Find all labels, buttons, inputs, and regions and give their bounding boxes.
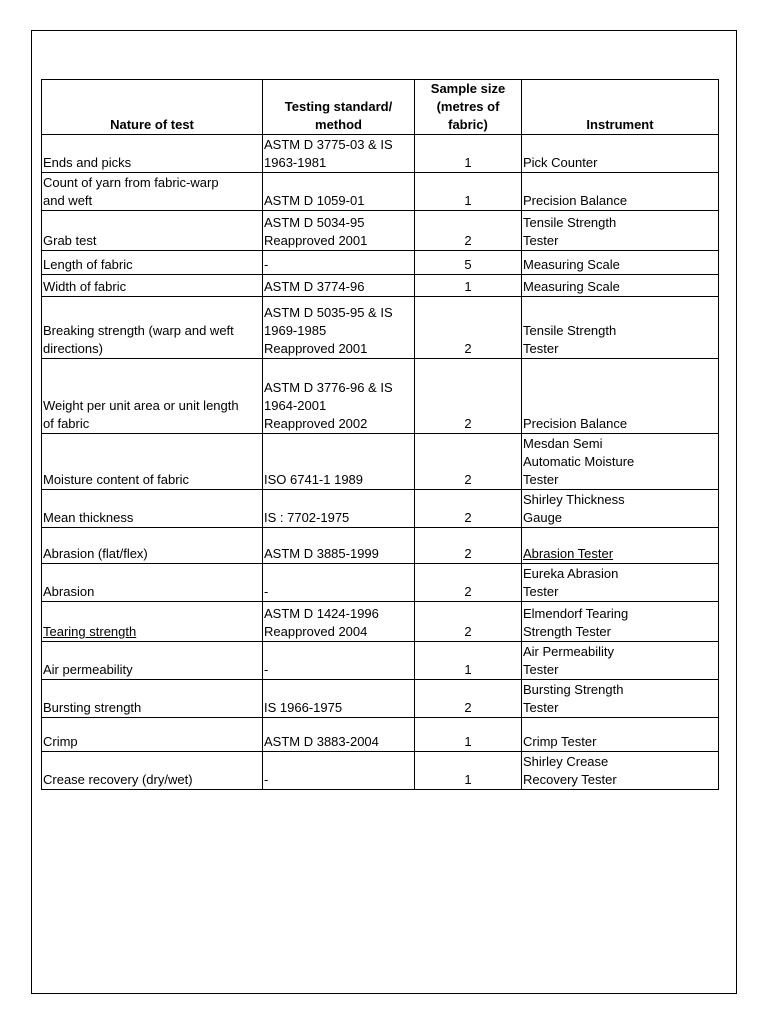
table-row — [42, 602, 719, 642]
cell-standard: - — [263, 564, 415, 602]
cell-nature: Abrasion (flat/flex) — [42, 528, 263, 564]
table-row — [42, 752, 719, 790]
cell-standard: ASTM D 3774-96 — [263, 275, 415, 297]
cell-instrument: Air Permeability Tester — [522, 642, 719, 680]
table-row — [42, 642, 719, 680]
cell-standard: - — [263, 642, 415, 680]
cell-standard: ASTM D 1059-01 — [263, 173, 415, 211]
table-row — [42, 297, 719, 359]
cell-standard: IS 1966-1975 — [263, 680, 415, 718]
cell-instrument: Elmendorf Tearing Strength Tester — [522, 602, 719, 642]
cell-instrument: Precision Balance — [522, 359, 719, 434]
cell-sample: 2 — [415, 490, 522, 528]
cell-standard: - — [263, 752, 415, 790]
table-row — [42, 275, 719, 297]
cell-instrument: Mesdan Semi Automatic Moisture Tester — [522, 434, 719, 490]
cell-sample: 2 — [415, 528, 522, 564]
header-standard: Testing standard/ method — [263, 80, 415, 135]
table-row — [42, 135, 719, 173]
cell-nature: Grab test — [42, 211, 263, 251]
cell-standard: ASTM D 5035-95 & IS 1969-1985 Reapproved 2001 — [263, 297, 415, 359]
cell-instrument: Measuring Scale — [522, 275, 719, 297]
cell-standard: ASTM D 3775-03 & IS 1963-1981 — [263, 135, 415, 173]
test-table — [41, 79, 719, 790]
table-row — [42, 434, 719, 490]
cell-sample: 1 — [415, 752, 522, 790]
cell-nature: Bursting strength — [42, 680, 263, 718]
cell-instrument: Shirley Thickness Gauge — [522, 490, 719, 528]
cell-instrument: Pick Counter — [522, 135, 719, 173]
cell-standard: IS : 7702-1975 — [263, 490, 415, 528]
cell-sample: 2 — [415, 359, 522, 434]
cell-sample: 2 — [415, 680, 522, 718]
table-row — [42, 564, 719, 602]
cell-nature: Mean thickness — [42, 490, 263, 528]
cell-sample: 2 — [415, 297, 522, 359]
cell-instrument: Abrasion Tester — [522, 528, 719, 564]
header-instrument: Instrument — [522, 80, 719, 135]
cell-standard: ASTM D 3883-2004 — [263, 718, 415, 752]
cell-nature: Crimp — [42, 718, 263, 752]
cell-nature: Moisture content of fabric — [42, 434, 263, 490]
cell-instrument: Crimp Tester — [522, 718, 719, 752]
header-sample: Sample size (metres of fabric) — [415, 80, 522, 135]
cell-nature: Ends and picks — [42, 135, 263, 173]
cell-nature: Abrasion — [42, 564, 263, 602]
cell-standard: ASTM D 3776-96 & IS 1964-2001 Reapproved 2002 — [263, 359, 415, 434]
header-nature: Nature of test — [42, 80, 263, 135]
table-row — [42, 528, 719, 564]
cell-instrument: Precision Balance — [522, 173, 719, 211]
cell-sample: 5 — [415, 251, 522, 275]
cell-sample: 1 — [415, 275, 522, 297]
cell-standard: ASTM D 3885-1999 — [263, 528, 415, 564]
cell-nature: Crease recovery (dry/wet) — [42, 752, 263, 790]
table-row — [42, 718, 719, 752]
cell-sample: 2 — [415, 564, 522, 602]
cell-sample: 1 — [415, 718, 522, 752]
cell-standard: ISO 6741-1 1989 — [263, 434, 415, 490]
cell-instrument: Tensile Strength Tester — [522, 211, 719, 251]
table-row — [42, 173, 719, 211]
table-row — [42, 490, 719, 528]
cell-sample: 1 — [415, 642, 522, 680]
cell-nature: Length of fabric — [42, 251, 263, 275]
table-row — [42, 680, 719, 718]
cell-nature: Breaking strength (warp and weft directions) — [42, 297, 263, 359]
cell-instrument: Measuring Scale — [522, 251, 719, 275]
cell-instrument: Shirley Crease Recovery Tester — [522, 752, 719, 790]
cell-sample: 2 — [415, 434, 522, 490]
cell-nature: Tearing strength — [42, 602, 263, 642]
cell-sample: 2 — [415, 602, 522, 642]
cell-nature: Width of fabric — [42, 275, 263, 297]
cell-standard: ASTM D 1424-1996 Reapproved 2004 — [263, 602, 415, 642]
cell-standard: - — [263, 251, 415, 275]
table-row — [42, 359, 719, 434]
table-row — [42, 251, 719, 275]
table-row — [42, 211, 719, 251]
cell-nature: Air permeability — [42, 642, 263, 680]
cell-instrument: Eureka Abrasion Tester — [522, 564, 719, 602]
cell-instrument: Tensile Strength Tester — [522, 297, 719, 359]
cell-nature: Weight per unit area or unit length of fabric — [42, 359, 263, 434]
cell-sample: 1 — [415, 135, 522, 173]
header-row — [42, 80, 719, 135]
cell-sample: 2 — [415, 211, 522, 251]
cell-nature: Count of yarn from fabric-warp and weft — [42, 173, 263, 211]
cell-standard: ASTM D 5034-95 Reapproved 2001 — [263, 211, 415, 251]
cell-instrument: Bursting Strength Tester — [522, 680, 719, 718]
cell-sample: 1 — [415, 173, 522, 211]
